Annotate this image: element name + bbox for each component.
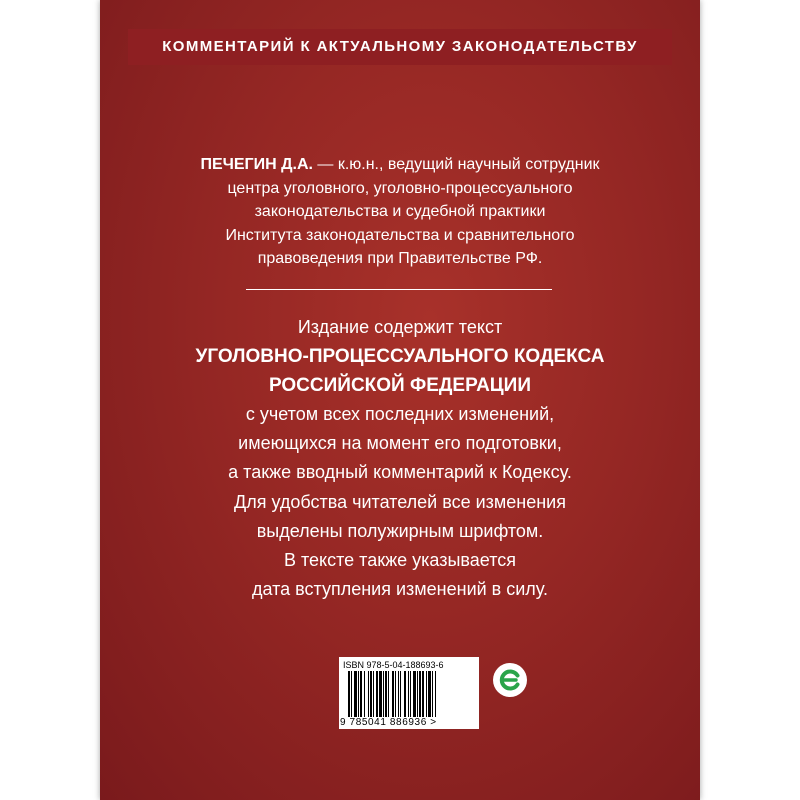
- barcode-bar: [417, 671, 418, 717]
- series-title: КОММЕНТАРИЙ К АКТУАЛЬНОМУ ЗАКОНОДАТЕЛЬСТВУ: [162, 38, 638, 55]
- edition-line-4: с учетом всех последних изменений,: [245, 404, 555, 424]
- barcode-bar: [364, 671, 365, 717]
- barcode-bar: [435, 671, 436, 717]
- barcode-bar: [385, 671, 387, 717]
- author-line-5: правоведения при Правительстве РФ.: [257, 250, 543, 267]
- author-name: ПЕЧЕГИН Д.А.: [200, 156, 313, 173]
- barcode-bar: [413, 671, 416, 717]
- note-line-3: В тексте также указывается: [283, 550, 516, 570]
- note-line-2: выделены полужирным шрифтом.: [256, 521, 544, 541]
- barcode-bar: [368, 671, 369, 717]
- barcode-bar: [410, 671, 411, 717]
- barcode-bar: [370, 671, 372, 717]
- note-line-1: Для удобства читателей все изменения: [234, 492, 566, 512]
- edition-line-6: а также вводный комментарий к Кодексу.: [228, 462, 572, 482]
- note-line-4: дата вступления изменений в силу.: [252, 579, 548, 599]
- author-line-2: центра уголовного, уголовно-процессуального: [227, 179, 573, 197]
- divider-line: [246, 289, 552, 290]
- barcode-bar: [428, 671, 431, 717]
- edition-line-5: имеющихся на момент его подготовки,: [238, 433, 562, 453]
- barcode-bar: [354, 671, 357, 717]
- barcode-bar: [404, 671, 406, 717]
- barcode-bar: [360, 671, 362, 717]
- barcode-bar: [395, 671, 396, 717]
- author-line-4: Института законодательства и сравнительного: [225, 226, 575, 244]
- barcode-bar: [348, 671, 350, 717]
- edition-line-1: Издание содержит текст: [297, 317, 503, 337]
- isbn-label: ISBN 978-5-04-188693-6: [343, 660, 444, 670]
- edition-description: [120, 313, 680, 487]
- barcode-bar: [408, 671, 409, 717]
- author-line-1: [120, 153, 680, 177]
- barcode-bar: [351, 671, 352, 717]
- barcode-bar: [388, 671, 389, 717]
- eksmo-e-logo-icon: [492, 662, 528, 698]
- barcode-bar: [379, 671, 382, 717]
- barcode-bar: [373, 671, 374, 717]
- author-line-3: законодательства и судебной практики: [254, 203, 546, 220]
- code-title-line-1: УГОЛОВНО-ПРОЦЕССУАЛЬНОГО КОДЕКСА: [195, 346, 605, 367]
- barcode-icon: [348, 671, 470, 717]
- barcode-bar: [400, 671, 401, 717]
- barcode-bar: [426, 671, 427, 717]
- author-credentials: — к.ю.н., ведущий научный сотрудник: [312, 156, 600, 173]
- barcode-bar: [392, 671, 394, 717]
- barcode-bar: [376, 671, 378, 717]
- author-bio: [120, 153, 680, 271]
- barcode-bar: [398, 671, 399, 717]
- barcode-digits: 9 785041 886936 >: [340, 717, 437, 728]
- reader-note: [120, 488, 680, 604]
- barcode-bar: [419, 671, 421, 717]
- barcode-bar: [432, 671, 433, 717]
- code-title-line-2: РОССИЙСКОЙ ФЕДЕРАЦИИ: [268, 375, 531, 396]
- barcode-bar: [422, 671, 424, 717]
- barcode-bar: [358, 671, 359, 717]
- barcode-bar: [383, 671, 384, 717]
